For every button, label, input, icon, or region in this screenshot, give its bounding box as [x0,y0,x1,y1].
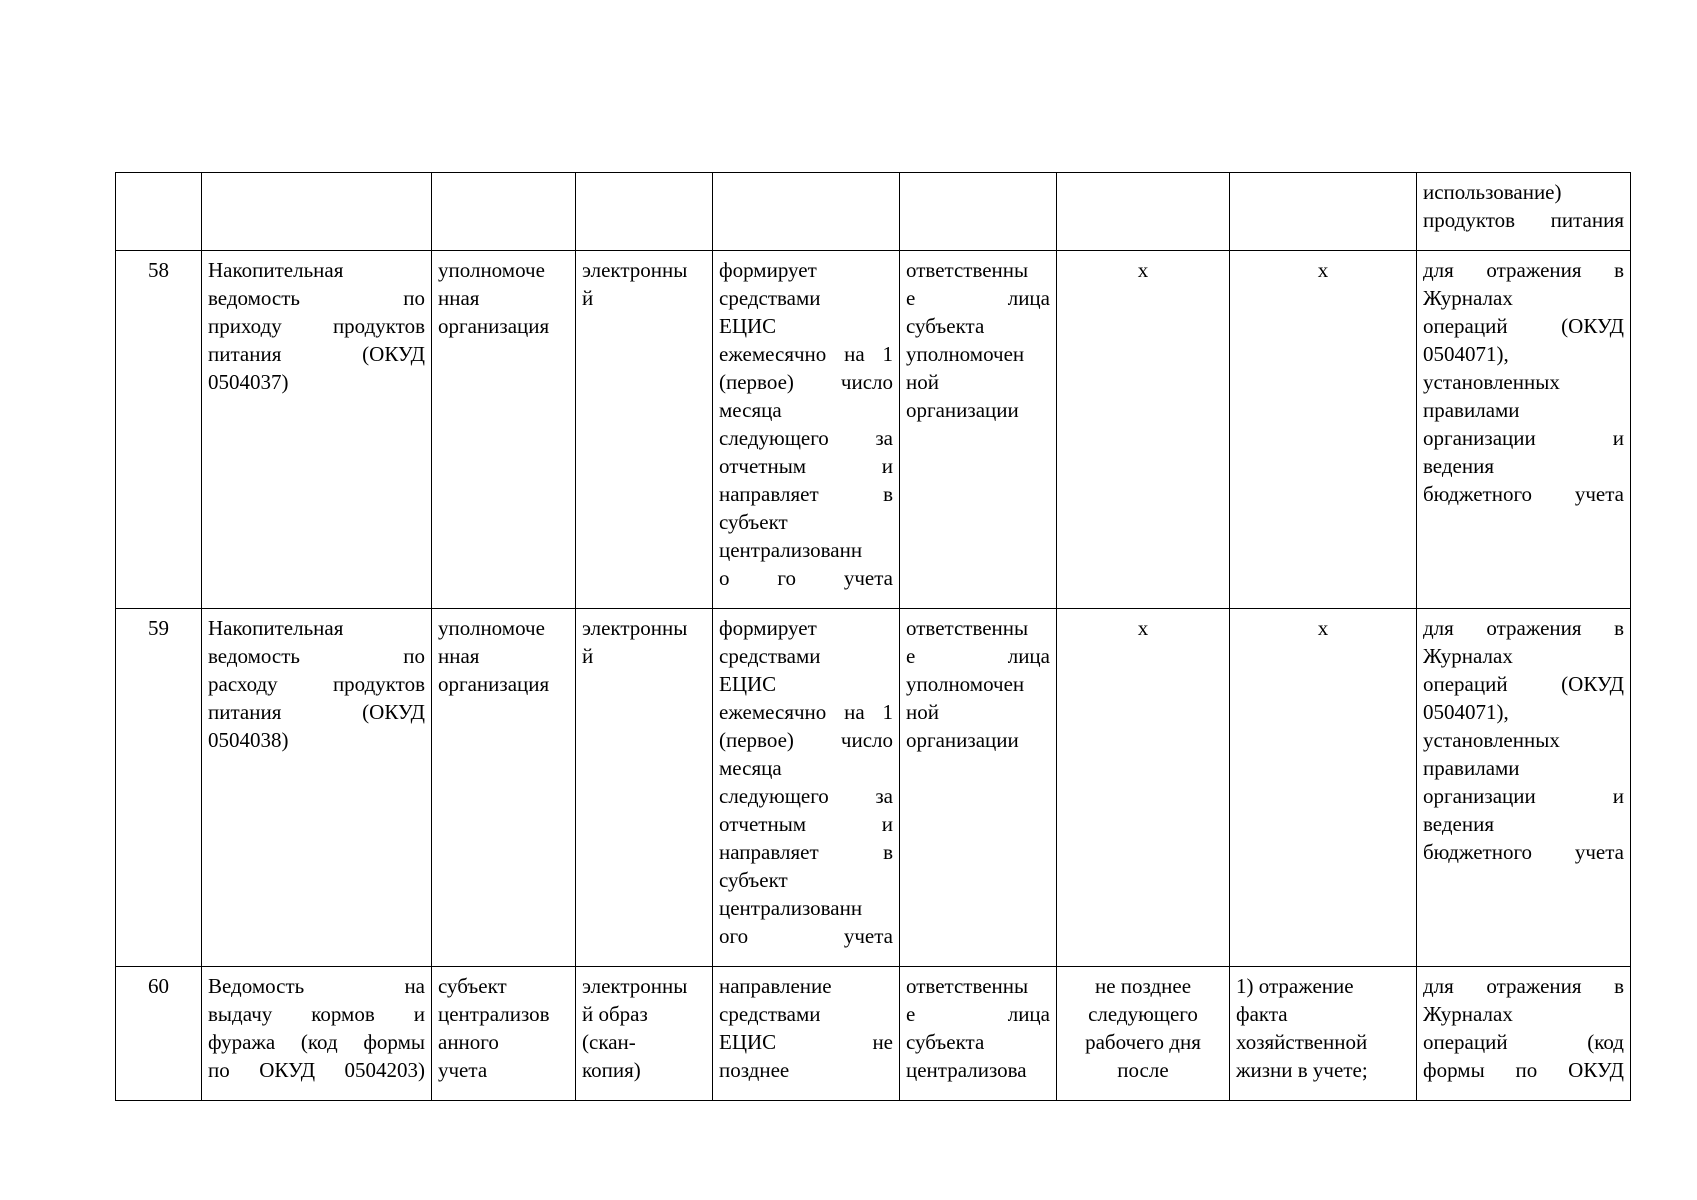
cell-form [576,173,713,251]
text-line: Накопительная [208,616,344,640]
text-line: следующего за [719,426,893,450]
text-line: организации [906,398,1019,422]
text-line: й образ [582,1002,648,1026]
registry-table [115,172,1631,1101]
text-line: ведомость по [208,286,425,310]
text-line: уполномоче [438,616,545,640]
text-line: Накопительная [208,258,344,282]
cell-purpose [1230,609,1417,967]
text-line: субъект [438,974,507,998]
text-line: организации и [1423,426,1624,450]
text-line: для отражения в [1423,258,1624,282]
cell-document-name [202,173,432,251]
text-line: х [1137,616,1149,640]
text-line: ной [906,700,939,724]
text-line: централизова [906,1058,1027,1082]
text-line: Журналах [1423,286,1513,310]
table-row [116,609,1631,967]
text-line: позднее [719,1058,790,1082]
text-line: электронны [582,258,688,282]
cell-responsible [900,251,1057,609]
text-line: средствами [719,644,821,668]
text-line: формирует [719,258,817,282]
text-line: ежемесячно на 1 [719,342,893,366]
text-line: средствами [719,1002,821,1026]
text-line: средствами [719,286,821,310]
cell-responsible [900,173,1057,251]
text-line: 0504071), [1423,700,1509,724]
text-line: уполномочен [906,672,1025,696]
text-line: уполномочен [906,342,1025,366]
text-line: (первое) число [719,370,893,394]
text-line: операций (ОКУД [1423,672,1624,696]
text-line: питания (ОКУД [208,700,425,724]
cell-procedure [713,173,900,251]
text-line: месяца [719,756,782,780]
text-line: формирует [719,616,817,640]
text-line: не позднее [1094,974,1192,998]
text-line: анного [438,1030,499,1054]
text-line: ответственны [906,974,1029,998]
row-number: 60 [148,974,169,998]
cell-usage [1417,173,1631,251]
text-line: хозяйственной [1236,1030,1368,1054]
text-line: бюджетного учета [1423,840,1624,864]
text-line: рабочего дня [1085,1030,1201,1054]
text-line: операций (код [1423,1030,1624,1054]
cell-term [1057,173,1230,251]
text-line: ого учета [719,924,893,948]
text-line: (первое) число [719,728,893,752]
text-line: о го учета [719,566,893,590]
text-line: для отражения в [1423,974,1624,998]
text-line: нная [438,644,480,668]
text-line: 1) отражение [1236,974,1354,998]
cell-purpose [1230,173,1417,251]
cell-usage [1417,609,1631,967]
text-line: расходу продуктов [208,672,425,696]
cell-number [116,173,202,251]
text-line: направляет в [719,840,893,864]
text-line: правилами [1423,756,1520,780]
cell-producer [432,609,576,967]
text-line: х [1137,258,1149,282]
text-line: Ведомость на [208,974,425,998]
text-line: для отражения в [1423,616,1624,640]
text-line: правилами [1423,398,1520,422]
text-line: е лица [906,644,1050,668]
text-line: е лица [906,286,1050,310]
text-line: Журналах [1423,1002,1513,1026]
text-line: операций (ОКУД [1423,314,1624,338]
text-line: субъект [719,510,788,534]
text-line: отчетным и [719,454,893,478]
text-line: ведомость по [208,644,425,668]
text-line: организация [438,314,550,338]
text-line: следующего за [719,784,893,808]
text-line: централизованн [719,896,863,920]
text-line: 0504038) [208,728,289,752]
text-line: организации [906,728,1019,752]
text-line: ежемесячно на 1 [719,700,893,724]
cell-procedure [713,251,900,609]
text-line: жизни в учете; [1236,1058,1368,1082]
text-line: Журналах [1423,644,1513,668]
cell-number [116,967,202,1101]
text-line: субъект [719,868,788,892]
text-line: ведения [1423,812,1494,836]
text-line: уполномоче [438,258,545,282]
text-line: ЕЦИС [719,314,777,338]
text-line: по ОКУД 0504203) [208,1058,425,1082]
text-line: й [582,644,594,668]
text-line: ЕЦИС [719,672,777,696]
cell-producer [432,967,576,1101]
text-line: направляет в [719,482,893,506]
cell-term [1057,251,1230,609]
text-line: использование) [1423,180,1562,204]
cell-document-name [202,967,432,1101]
text-line: организация [438,672,550,696]
text-line: 0504037) [208,370,289,394]
text-line: питания (ОКУД [208,342,425,366]
cell-term [1057,967,1230,1101]
cell-producer [432,173,576,251]
text-line: централизованн [719,538,863,562]
cell-document-name [202,251,432,609]
text-line: субъекта [906,314,985,338]
text-line: 0504071), [1423,342,1509,366]
row-number: 59 [148,616,169,640]
text-line: продуктов питания [1423,208,1624,232]
row-number: 58 [148,258,169,282]
text-line: й [582,286,594,310]
table-row [116,173,1631,251]
cell-document-name [202,609,432,967]
text-line: после [1117,1058,1169,1082]
text-line: х [1317,616,1329,640]
cell-form [576,967,713,1101]
text-line: ответственны [906,258,1029,282]
cell-procedure [713,967,900,1101]
text-line: формы по ОКУД [1423,1058,1624,1082]
text-line: направление [719,974,832,998]
cell-purpose [1230,967,1417,1101]
text-line: факта [1236,1002,1288,1026]
cell-responsible [900,609,1057,967]
text-line: фуража (код формы [208,1030,425,1054]
text-line: установленных [1423,728,1560,752]
text-line: выдачу кормов и [208,1002,425,1026]
text-line: ответственны [906,616,1029,640]
cell-purpose [1230,251,1417,609]
text-line: учета [438,1058,488,1082]
cell-number [116,609,202,967]
text-line: ведения [1423,454,1494,478]
text-line: организации и [1423,784,1624,808]
text-line: субъекта [906,1030,985,1054]
text-line: месяца [719,398,782,422]
cell-producer [432,251,576,609]
text-line: нная [438,286,480,310]
cell-number [116,251,202,609]
table-row [116,251,1631,609]
text-line: приходу продуктов [208,314,425,338]
text-line: централизов [438,1002,550,1026]
text-line: копия) [582,1058,641,1082]
text-line: х [1317,258,1329,282]
text-line: установленных [1423,370,1560,394]
text-line: следующего [1088,1002,1198,1026]
text-line: ной [906,370,939,394]
text-line: электронны [582,974,688,998]
cell-responsible [900,967,1057,1101]
cell-term [1057,609,1230,967]
cell-usage [1417,251,1631,609]
text-line: отчетным и [719,812,893,836]
text-line: электронны [582,616,688,640]
cell-procedure [713,609,900,967]
cell-usage [1417,967,1631,1101]
cell-form [576,251,713,609]
text-line: е лица [906,1002,1050,1026]
text-line: (скан- [582,1030,636,1054]
table-row [116,967,1631,1101]
cell-form [576,609,713,967]
text-line: бюджетного учета [1423,482,1624,506]
text-line: ЕЦИС не [719,1030,893,1054]
